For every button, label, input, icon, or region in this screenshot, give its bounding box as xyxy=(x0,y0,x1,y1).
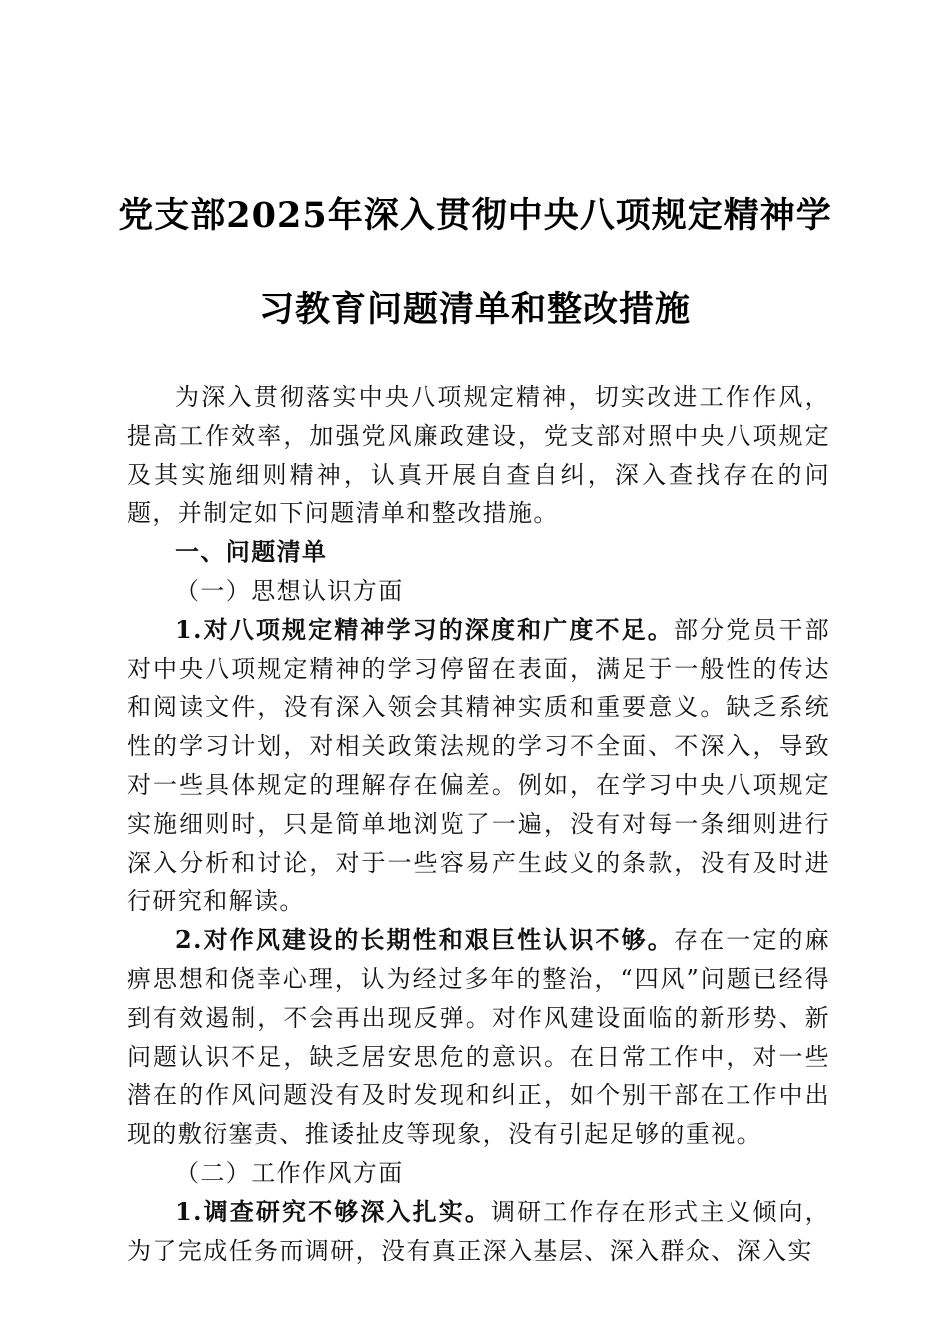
problem-item-2-1-lead: 1.调查研究不够深入扎实。 xyxy=(175,1196,492,1226)
problem-item-2-1-text: 调研工作存在形式主义倾向，为了完成任务而调研，没有真正深入基层、深入群众、深入实 xyxy=(127,1197,830,1265)
document-body xyxy=(127,378,830,1270)
subsection-heading-work-style: （二）工作作风方面 xyxy=(175,1158,404,1187)
problem-item-1-1 xyxy=(127,611,830,921)
problem-item-1-1-text: 部分党员干部对中央八项规定精神的学习停留在表面，满足于一般性的传达和阅读文件，没有深入领会其精神实质和重要意义。缺乏系统性的学习计划，对相关政策法规的学习不全面、不深入，导致对一些具体规定的理解存在偏差。例如，在学习中央八项规定实施细则时，只是简单地浏览了一遍，没有对每一条细则进行深入分析和讨论，对于一些容易产生歧义的条款，没有及时进行研究和解读。 xyxy=(127,615,830,916)
problem-item-1-2 xyxy=(127,921,830,1154)
problem-item-2-1 xyxy=(127,1193,830,1271)
problem-item-1-1-lead: 1.对八项规定精神学习的深度和广度不足。 xyxy=(175,614,674,644)
document-title-line-2: 习教育问题清单和整改措施 xyxy=(258,289,691,330)
intro-paragraph: 为深入贯彻落实中央八项规定精神，切实改进工作作风，提高工作效率，加强党风廉政建设，党支部对照中央八项规定及其实施细则精神，认真开展自查自纠，深入查找存在的问题，并制定如下问题清单和整改措施。 xyxy=(127,383,830,528)
problem-item-1-2-lead: 2.对作风建设的长期性和艰巨性认识不够。 xyxy=(175,925,674,955)
document-title-line-1: 党支部2025年深入贯彻中央八项规定精神学 xyxy=(118,195,832,236)
section-heading-problem-list: 一、问题清单 xyxy=(175,537,328,567)
problem-item-1-2-text: 存在一定的麻痹思想和侥幸心理，认为经过多年的整治，“四风”问题已经得到有效遏制，不会再出现反弹。对作风建设面临的新形势、新问题认识不足，缺乏居安思危的意识。在日常工作中，对一些潜在的作风问题没有及时发现和纠正，如个别干部在工作中出现的敷衍塞责、推诿扯皮等现象，没有引起足够的重视。 xyxy=(127,926,830,1149)
subsection-heading-ideology: （一）思想认识方面 xyxy=(175,576,404,605)
